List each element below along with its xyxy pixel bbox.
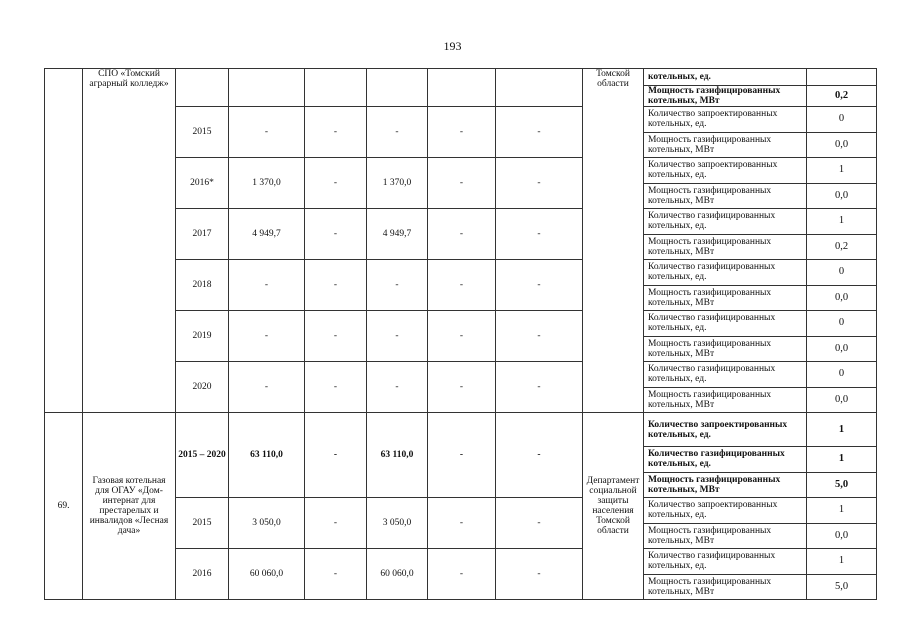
local-cell: - (428, 311, 496, 362)
indicator-value: 1 (807, 498, 877, 524)
federal-cell: - (305, 498, 367, 549)
executor: Департамент социальной защиты населения Томской области (583, 413, 644, 600)
local-cell: - (428, 209, 496, 260)
local-cell: - (428, 362, 496, 413)
other-cell: - (496, 413, 583, 498)
other-cell: - (496, 107, 583, 158)
year-cell: 2015 (176, 107, 229, 158)
indicator-label: Мощность газифицированных котельных, МВт (644, 132, 807, 158)
indicator-label: Количество газифицированных котельных, ед. (644, 311, 807, 337)
local-cell: - (428, 107, 496, 158)
indicator-value: 0,0 (807, 183, 877, 209)
total-cell: 63 110,0 (229, 413, 305, 498)
federal-cell: - (305, 209, 367, 260)
indicator-label: Количество газифицированных котельных, ед. (644, 447, 807, 473)
indicator-value: 5,0 (807, 574, 877, 600)
total-cell: - (229, 362, 305, 413)
event-name: Газовая котельная для ОГАУ «Дом-интернат для престарелых и инвалидов «Лесная дача» (83, 413, 176, 600)
federal-cell: - (305, 362, 367, 413)
indicator-value: 0,0 (807, 132, 877, 158)
indicator-label: Количество запроектированных котельных, ед. (644, 107, 807, 133)
total-cell: 60 060,0 (229, 549, 305, 600)
row-number (45, 69, 83, 413)
indicator-label: Количество газифицированных котельных, ед. (644, 260, 807, 286)
program-table (44, 68, 877, 600)
other-cell: - (496, 158, 583, 209)
event-name: СПО «Томский аграрный колледж» (83, 69, 176, 413)
indicator-value: 1 (807, 209, 877, 235)
indicator-value: 0 (807, 362, 877, 388)
other-cell: - (496, 498, 583, 549)
total-cell: - (229, 260, 305, 311)
indicator-value: 0,0 (807, 285, 877, 311)
indicator-value: 1 (807, 413, 877, 447)
local-cell: - (428, 549, 496, 600)
indicator-label: Мощность газифицированных котельных, МВт (644, 234, 807, 260)
regional-cell: 63 110,0 (367, 413, 428, 498)
other-cell: - (496, 209, 583, 260)
table-row (45, 413, 877, 447)
empty-cell (367, 69, 428, 107)
other-cell: - (496, 311, 583, 362)
regional-cell: - (367, 260, 428, 311)
year-cell: 2018 (176, 260, 229, 311)
indicator-label: Мощность газифицированных котельных, МВт (644, 472, 807, 498)
local-cell: - (428, 498, 496, 549)
indicator-label: Количество газифицированных котельных, ед. (644, 209, 807, 235)
federal-cell: - (305, 413, 367, 498)
total-cell: 3 050,0 (229, 498, 305, 549)
indicator-label: Количество запроектированных котельных, ед. (644, 158, 807, 184)
local-cell: - (428, 260, 496, 311)
row-number: 69. (45, 413, 83, 600)
federal-cell: - (305, 549, 367, 600)
indicator-value: 0,0 (807, 336, 877, 362)
indicator-label: Мощность газифицированных котельных, МВт (644, 574, 807, 600)
indicator-label: Количество запроектированных котельных, ед. (644, 413, 807, 447)
regional-cell: - (367, 311, 428, 362)
indicator-label: Мощность газифицированных котельных, МВт (644, 336, 807, 362)
indicator-label: Мощность газифицированных котельных, МВт (644, 523, 807, 549)
indicator-value: 0 (807, 260, 877, 286)
empty-cell (305, 69, 367, 107)
indicator-value: 0,2 (807, 234, 877, 260)
indicator-label: Количество запроектированных котельных, ед. (644, 498, 807, 524)
local-cell: - (428, 413, 496, 498)
total-cell: - (229, 107, 305, 158)
empty-cell (229, 69, 305, 107)
year-cell: 2017 (176, 209, 229, 260)
federal-cell: - (305, 311, 367, 362)
total-cell: 1 370,0 (229, 158, 305, 209)
empty-cell (496, 69, 583, 107)
year-cell: 2016* (176, 158, 229, 209)
indicator-value: 0,0 (807, 523, 877, 549)
year-cell: 2020 (176, 362, 229, 413)
federal-cell: - (305, 107, 367, 158)
indicator-label: Мощность газифицированных котельных, МВт (644, 285, 807, 311)
indicator-value (807, 69, 877, 86)
local-cell: - (428, 158, 496, 209)
indicator-value: 1 (807, 549, 877, 575)
executor: Томской области (583, 69, 644, 413)
indicator-label: Мощность газифицированных котельных, МВт (644, 387, 807, 413)
year-cell: 2015 (176, 498, 229, 549)
page-number: 193 (443, 39, 462, 53)
regional-cell: - (367, 107, 428, 158)
indicator-value: 1 (807, 447, 877, 473)
other-cell: - (496, 260, 583, 311)
other-cell: - (496, 549, 583, 600)
total-cell: 4 949,7 (229, 209, 305, 260)
federal-cell: - (305, 158, 367, 209)
year-cell: 2019 (176, 311, 229, 362)
year-cell: 2015 – 2020 (176, 413, 229, 498)
indicator-value: 0,0 (807, 387, 877, 413)
regional-cell: 4 949,7 (367, 209, 428, 260)
total-cell: - (229, 311, 305, 362)
indicator-label: Мощность газифицированных котельных, МВт (644, 183, 807, 209)
indicator-label: Количество газифицированных котельных, ед. (644, 549, 807, 575)
year-cell: 2016 (176, 549, 229, 600)
indicator-value: 5,0 (807, 472, 877, 498)
regional-cell: - (367, 362, 428, 413)
indicator-label: Мощность газифицированных котельных, МВт (644, 86, 807, 107)
indicator-value: 1 (807, 158, 877, 184)
regional-cell: 1 370,0 (367, 158, 428, 209)
federal-cell: - (305, 260, 367, 311)
empty-cell (428, 69, 496, 107)
indicator-value: 0,2 (807, 86, 877, 107)
table-row (45, 69, 877, 86)
regional-cell: 60 060,0 (367, 549, 428, 600)
indicator-value: 0 (807, 107, 877, 133)
other-cell: - (496, 362, 583, 413)
indicator-value: 0 (807, 311, 877, 337)
indicator-label: Количество газифицированных котельных, ед. (644, 362, 807, 388)
empty-cell (176, 69, 229, 107)
indicator-label: котельных, ед. (644, 69, 807, 86)
regional-cell: 3 050,0 (367, 498, 428, 549)
